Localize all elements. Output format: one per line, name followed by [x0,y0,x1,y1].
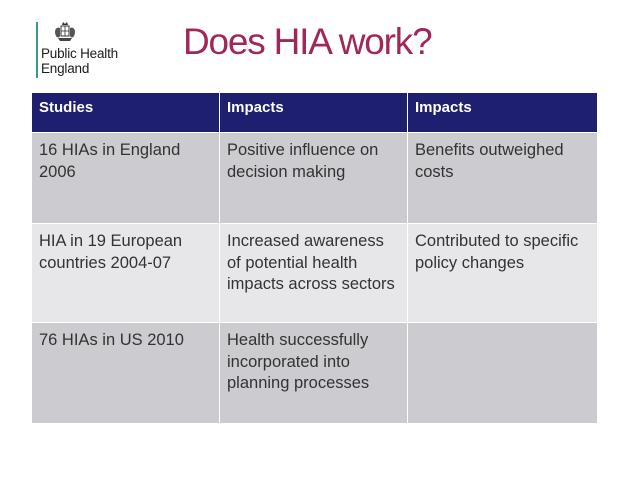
table-cell: Increased awareness of potential health impacts across sectors [220,224,408,323]
table-header-row [32,93,598,133]
table-cell [408,323,598,424]
table-row [32,224,598,323]
logo-accent-bar [36,22,38,78]
hia-studies-table [31,92,598,424]
page-title: Does HIA work? [183,21,432,62]
table-cell: 76 HIAs in US 2010 [32,323,220,424]
org-name [41,46,118,76]
table-cell: HIA in 19 European countries 2004-07 [32,224,220,323]
phe-logo [36,16,146,78]
table-cell: 16 HIAs in England 2006 [32,133,220,224]
table-cell: Benefits outweighed costs [408,133,598,224]
column-header-studies: Studies [32,93,220,133]
column-header-impacts-2: Impacts [408,93,598,133]
column-header-impacts: Impacts [220,93,408,133]
org-name-line1: Public Health [41,46,118,61]
table-cell: Health successfully incorporated into planning processes [220,323,408,424]
royal-crest-icon [50,16,80,46]
table-row [32,133,598,224]
table-row [32,323,598,424]
table-cell: Contributed to specific policy changes [408,224,598,323]
org-name-line2: England [41,61,90,76]
table-cell: Positive influence on decision making [220,133,408,224]
